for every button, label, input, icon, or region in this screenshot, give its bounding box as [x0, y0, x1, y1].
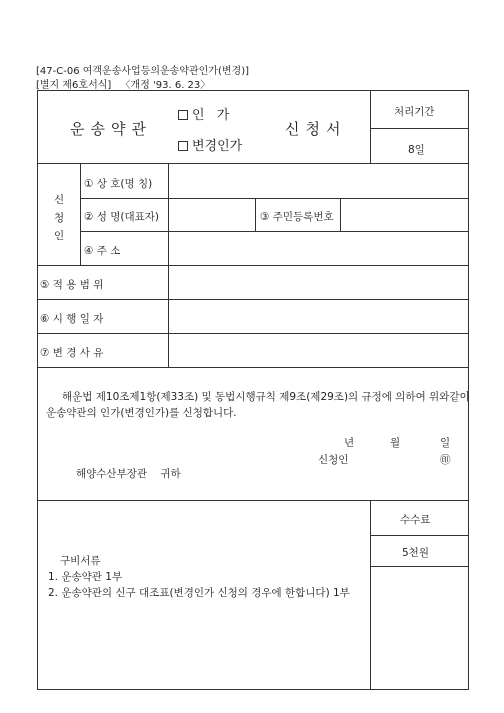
recipient-name: 해양수산부장관: [76, 468, 148, 480]
option-approval[interactable]: [178, 104, 233, 123]
divider: [370, 566, 469, 567]
divider: [80, 198, 469, 199]
divider: [370, 90, 371, 163]
company-name-label: ① 상 호(명 칭): [84, 178, 153, 190]
address-label: ④ 주 소: [84, 245, 121, 257]
recipient: [76, 466, 181, 481]
divider: [37, 163, 469, 164]
revision-date: 〈개정 '93. 6. 23〉: [120, 80, 211, 91]
divider: [168, 163, 169, 265]
form-code: [47-C-06 여객운송사업등의운송약관인가(변경)]: [36, 66, 249, 77]
date-year: 년: [344, 437, 355, 449]
divider: [340, 198, 341, 231]
required-documents-title: 구비서류: [60, 555, 101, 567]
divider: [370, 500, 371, 690]
checkbox-icon[interactable]: [178, 110, 188, 120]
divider: [37, 333, 469, 334]
statement-line-1: 해운법 제10조제1항(제33조) 및 동법시행규칙 제9조(제29조)의 규정에 의하여 위와같이: [62, 391, 470, 403]
date-day: 일: [440, 437, 451, 449]
divider: [37, 367, 469, 368]
statement-line-2: 운송약관의 인가(변경인가)를 신청합니다.: [46, 407, 237, 419]
document-item-1: 1. 운송약관 1부: [48, 571, 123, 583]
form-ref: [별지 제6호서식]: [36, 80, 112, 91]
date-month: 월: [390, 437, 401, 449]
applicant-label-2: 청: [54, 212, 65, 224]
divider: [37, 500, 469, 501]
divider: [255, 198, 256, 231]
option-change-approval[interactable]: [178, 135, 242, 154]
divider: [37, 299, 469, 300]
divider: [168, 265, 169, 367]
seal-icon: ㊞: [440, 454, 451, 466]
divider: [370, 128, 469, 129]
processing-period-label: 처리기간: [394, 106, 435, 118]
resident-id-label: ③ 주민등록번호: [260, 211, 334, 223]
title-left: 운송약관: [70, 120, 152, 138]
form-reference: [36, 76, 210, 91]
applicant-label-1: 신: [54, 194, 65, 206]
fee-value: 5천원: [402, 547, 429, 559]
applicant-signature-label: 신청인: [318, 454, 349, 466]
change-reason-label: ⑦ 변 경 사 유: [40, 347, 104, 359]
document-item-2: 2. 운송약관의 신구 대조표(변경인가 신청의 경우에 한합니다) 1부: [48, 587, 350, 599]
divider: [80, 231, 469, 232]
processing-period-value: 8일: [408, 144, 425, 156]
option-approval-label: 인 가: [192, 108, 234, 123]
scope-label: ⑤ 적 용 범 위: [40, 279, 104, 291]
representative-label: ② 성 명(대표자): [84, 211, 159, 223]
divider: [37, 265, 469, 266]
effective-date-label: ⑥ 시 행 일 자: [40, 313, 104, 325]
fee-label: 수수료: [400, 514, 431, 526]
applicant-label-3: 인: [54, 230, 65, 242]
option-change-label: 변경인가: [192, 139, 243, 154]
checkbox-icon[interactable]: [178, 141, 188, 151]
recipient-honorific: 귀하: [160, 468, 181, 480]
divider: [370, 535, 469, 536]
title-right: 신청서: [285, 120, 347, 138]
divider: [80, 163, 81, 265]
